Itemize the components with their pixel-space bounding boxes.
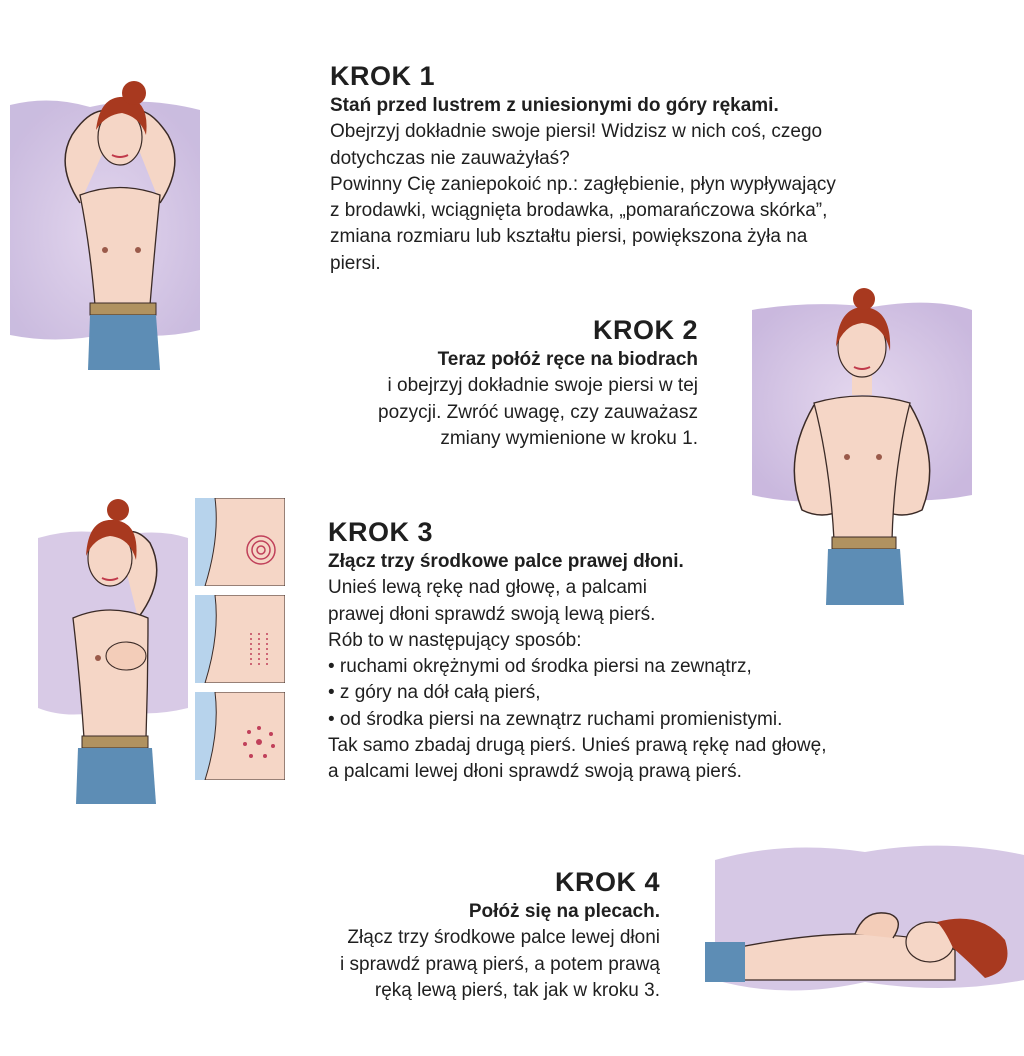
- step1-heading: KROK 1: [330, 61, 436, 91]
- step1-illustration: [10, 55, 200, 370]
- step1-subtitle: Stań przed lustrem z uniesionymi do góry rękami.: [330, 94, 779, 116]
- step1-body: [330, 119, 990, 276]
- step3-line: Tak samo zbadaj drugą pierś. Unieś prawą rękę nad głowę,: [328, 734, 827, 756]
- step3-diagram-vertical: [195, 595, 285, 683]
- step4-subtitle: Połóż się na plecach.: [468, 900, 660, 922]
- step3-line: a palcami lewej dłoni sprawdź swoją prawą pierś.: [328, 760, 742, 782]
- step3-line: • ruchami okrężnymi od środka piersi na zewnątrz,: [328, 656, 752, 678]
- step2-heading: KROK 2: [592, 315, 698, 345]
- step3-text: [328, 518, 988, 785]
- step3-line: • od środka piersi na zewnątrz ruchami promienistymi.: [328, 708, 783, 730]
- step4-body: [220, 925, 660, 1004]
- step2-body: [250, 373, 698, 452]
- step4-heading: KROK 4: [554, 867, 660, 897]
- step3-subtitle: Złącz trzy środkowe palce prawej dłoni.: [328, 550, 684, 572]
- step1-line: z brodawki, wciągnięta brodawka, „pomarańczowa skórka”,: [330, 200, 828, 222]
- step1-text: [330, 62, 990, 277]
- step1-line: Powinny Cię zaniepokoić np.: zagłębienie, płyn wypływający: [330, 173, 836, 195]
- step2-subtitle: Teraz połóż ręce na biodrach: [437, 348, 698, 370]
- step3-line: Rób to w następujący sposób:: [328, 629, 582, 651]
- step3-body: [328, 575, 988, 785]
- step4-line: ręką lewą pierś, tak jak w kroku 3.: [374, 979, 660, 1001]
- step3-line: • z góry na dół całą pierś,: [328, 682, 541, 704]
- step4-illustration: [705, 830, 1024, 1010]
- step3-diagram-circular: [195, 498, 285, 586]
- step3-heading: KROK 3: [328, 517, 434, 547]
- step3-line: prawej dłoni sprawdź swoją lewą pierś.: [328, 603, 656, 625]
- step2-line: zmiany wymienione w kroku 1.: [440, 427, 698, 449]
- step4-text: [220, 868, 660, 1004]
- step2-text: [250, 316, 698, 452]
- step3-line: Unieś lewą rękę nad głowę, a palcami: [328, 577, 647, 599]
- step4-line: i sprawdź prawą pierś, a potem prawą: [340, 953, 660, 975]
- step1-line: zmiana rozmiaru lub kształtu piersi, powiększona żyła na: [330, 226, 808, 248]
- step3-diagram-radial: [195, 692, 285, 780]
- step1-line: piersi.: [330, 252, 381, 274]
- step2-line: i obejrzyj dokładnie swoje piersi w tej: [387, 375, 698, 397]
- step4-line: Złącz trzy środkowe palce lewej dłoni: [347, 927, 660, 949]
- step3-illustration: [38, 498, 188, 804]
- step1-line: Obejrzyj dokładnie swoje piersi! Widzisz w nich coś, czego: [330, 121, 823, 143]
- step1-line: dotychczas nie zauważyłaś?: [330, 147, 570, 169]
- step2-line: pozycji. Zwróć uwagę, czy zauważasz: [378, 401, 698, 423]
